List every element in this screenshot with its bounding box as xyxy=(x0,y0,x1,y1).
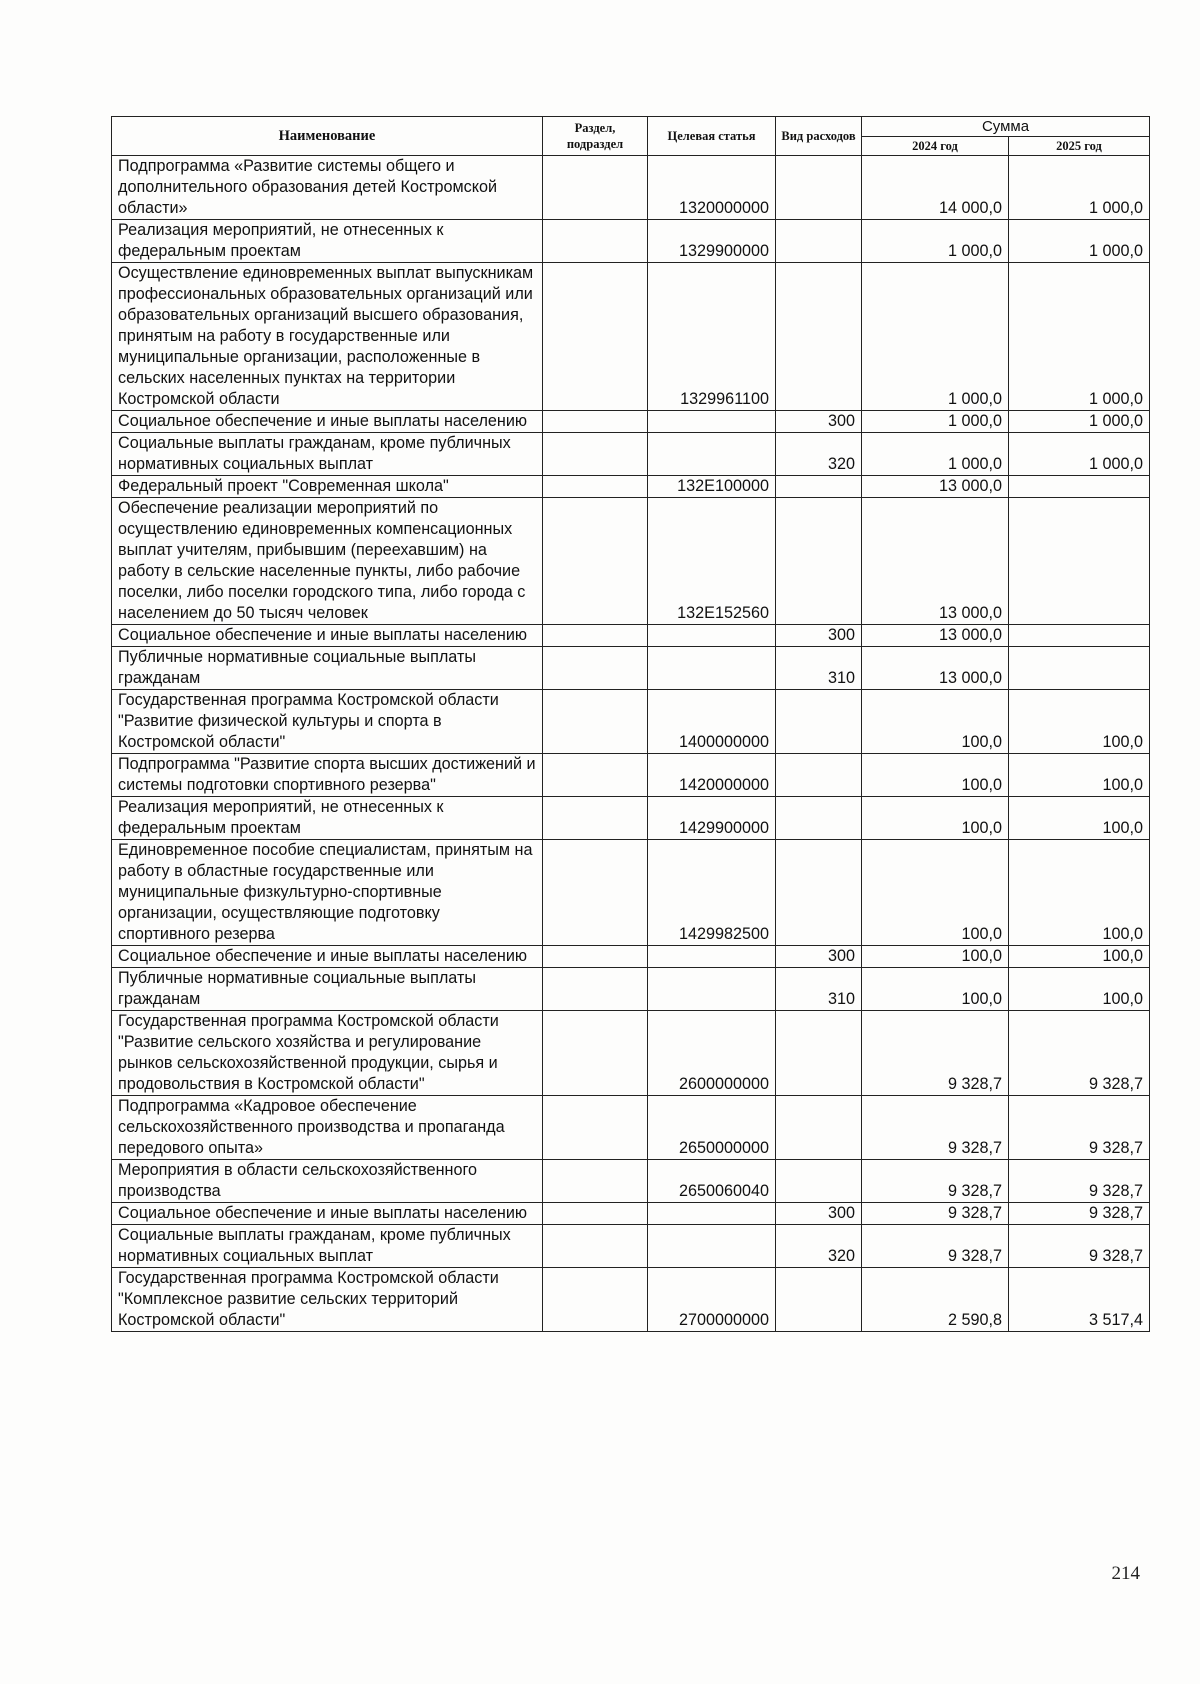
row-sum-2024: 14 000,0 xyxy=(862,156,1009,220)
row-target-code: 1429982500 xyxy=(648,840,776,946)
row-sum-2025: 3 517,4 xyxy=(1009,1268,1150,1332)
table-row xyxy=(112,690,1150,754)
row-sum-2024: 1 000,0 xyxy=(862,411,1009,433)
header-2024: 2024 год xyxy=(862,137,1009,156)
row-sum-2025: 1 000,0 xyxy=(1009,156,1150,220)
row-sum-2024: 1 000,0 xyxy=(862,433,1009,476)
table-row xyxy=(112,1203,1150,1225)
header-row xyxy=(112,117,1150,137)
row-name: Социальные выплаты гражданам, кроме публичных нормативных социальных выплат xyxy=(112,433,543,476)
row-name: Публичные нормативные социальные выплаты гражданам xyxy=(112,968,543,1011)
row-expense-type xyxy=(776,754,862,797)
table-row xyxy=(112,433,1150,476)
row-expense-type xyxy=(776,1160,862,1203)
row-target-code: 2700000000 xyxy=(648,1268,776,1332)
row-section xyxy=(543,840,648,946)
row-sum-2024: 1 000,0 xyxy=(862,263,1009,411)
row-target-code: 1400000000 xyxy=(648,690,776,754)
row-sum-2024: 100,0 xyxy=(862,797,1009,840)
table-row xyxy=(112,797,1150,840)
row-sum-2025: 100,0 xyxy=(1009,754,1150,797)
row-name: Реализация мероприятий, не отнесенных к федеральным проектам xyxy=(112,797,543,840)
page-number: 214 xyxy=(1111,1563,1140,1584)
table-row xyxy=(112,156,1150,220)
row-sum-2025: 9 328,7 xyxy=(1009,1160,1150,1203)
row-expense-type xyxy=(776,797,862,840)
row-expense-type xyxy=(776,840,862,946)
row-name: Реализация мероприятий, не отнесенных к федеральным проектам xyxy=(112,220,543,263)
row-section xyxy=(543,968,648,1011)
row-sum-2024: 100,0 xyxy=(862,968,1009,1011)
row-sum-2024: 2 590,8 xyxy=(862,1268,1009,1332)
table-row xyxy=(112,1225,1150,1268)
row-expense-type: 300 xyxy=(776,625,862,647)
row-section xyxy=(543,797,648,840)
budget-table xyxy=(111,116,1150,1332)
row-sum-2024: 1 000,0 xyxy=(862,220,1009,263)
row-expense-type xyxy=(776,476,862,498)
row-expense-type: 320 xyxy=(776,433,862,476)
row-target-code xyxy=(648,433,776,476)
table-row xyxy=(112,754,1150,797)
row-expense-type xyxy=(776,1011,862,1096)
row-sum-2025: 100,0 xyxy=(1009,797,1150,840)
row-sum-2024: 9 328,7 xyxy=(862,1160,1009,1203)
row-name: Государственная программа Костромской области "Развитие сельского хозяйства и регулирование рынков сельскохозяйственной продукции, сырья и продовольствия в Костромской области" xyxy=(112,1011,543,1096)
table-row xyxy=(112,647,1150,690)
table-body xyxy=(112,156,1150,1332)
row-section xyxy=(543,647,648,690)
row-target-code: 132E100000 xyxy=(648,476,776,498)
row-name: Социальное обеспечение и иные выплаты населению xyxy=(112,411,543,433)
row-sum-2025: 9 328,7 xyxy=(1009,1225,1150,1268)
row-sum-2025 xyxy=(1009,647,1150,690)
table-row xyxy=(112,1011,1150,1096)
row-target-code xyxy=(648,968,776,1011)
row-section xyxy=(543,220,648,263)
row-sum-2025: 100,0 xyxy=(1009,968,1150,1011)
row-sum-2024: 13 000,0 xyxy=(862,647,1009,690)
table-row xyxy=(112,263,1150,411)
row-sum-2024: 9 328,7 xyxy=(862,1096,1009,1160)
row-section xyxy=(543,433,648,476)
row-section xyxy=(543,156,648,220)
row-name: Социальные выплаты гражданам, кроме публичных нормативных социальных выплат xyxy=(112,1225,543,1268)
header-type: Вид расходов xyxy=(776,117,862,156)
row-name: Социальное обеспечение и иные выплаты населению xyxy=(112,1203,543,1225)
row-target-code xyxy=(648,1203,776,1225)
row-name: Подпрограмма «Кадровое обеспечение сельскохозяйственного производства и пропаганда передового опыта» xyxy=(112,1096,543,1160)
row-name: Единовременное пособие специалистам, принятым на работу в областные государственные или муниципальные физкультурно-спортивные организации, осуществляющие подготовку спортивного резерва xyxy=(112,840,543,946)
row-sum-2024: 100,0 xyxy=(862,946,1009,968)
row-sum-2024: 13 000,0 xyxy=(862,625,1009,647)
row-target-code: 2650060040 xyxy=(648,1160,776,1203)
table-row xyxy=(112,498,1150,625)
row-section xyxy=(543,754,648,797)
row-sum-2025 xyxy=(1009,498,1150,625)
row-sum-2025: 100,0 xyxy=(1009,840,1150,946)
row-expense-type xyxy=(776,1268,862,1332)
row-expense-type xyxy=(776,156,862,220)
row-sum-2025 xyxy=(1009,476,1150,498)
row-sum-2025: 1 000,0 xyxy=(1009,220,1150,263)
row-name: Подпрограмма «Развитие системы общего и дополнительного образования детей Костромской области» xyxy=(112,156,543,220)
row-expense-type: 300 xyxy=(776,1203,862,1225)
row-expense-type xyxy=(776,220,862,263)
row-section xyxy=(543,1160,648,1203)
row-section xyxy=(543,1225,648,1268)
row-name: Мероприятия в области сельскохозяйственного производства xyxy=(112,1160,543,1203)
row-name: Государственная программа Костромской области "Комплексное развитие сельских территорий Костромской области" xyxy=(112,1268,543,1332)
row-expense-type xyxy=(776,690,862,754)
row-sum-2024: 9 328,7 xyxy=(862,1011,1009,1096)
row-sum-2024: 13 000,0 xyxy=(862,476,1009,498)
row-sum-2025: 9 328,7 xyxy=(1009,1203,1150,1225)
row-sum-2025: 9 328,7 xyxy=(1009,1011,1150,1096)
row-expense-type xyxy=(776,498,862,625)
table-row xyxy=(112,220,1150,263)
row-section xyxy=(543,1096,648,1160)
row-section xyxy=(543,263,648,411)
row-sum-2024: 9 328,7 xyxy=(862,1203,1009,1225)
row-sum-2025: 100,0 xyxy=(1009,690,1150,754)
row-target-code: 132E152560 xyxy=(648,498,776,625)
row-section xyxy=(543,625,648,647)
row-name: Публичные нормативные социальные выплаты гражданам xyxy=(112,647,543,690)
table-row xyxy=(112,968,1150,1011)
row-expense-type: 300 xyxy=(776,946,862,968)
header-section: Раздел, подраздел xyxy=(543,117,648,156)
header-target: Целевая статья xyxy=(648,117,776,156)
table-row xyxy=(112,411,1150,433)
row-sum-2024: 9 328,7 xyxy=(862,1225,1009,1268)
row-expense-type: 300 xyxy=(776,411,862,433)
row-sum-2025: 9 328,7 xyxy=(1009,1096,1150,1160)
row-target-code: 2600000000 xyxy=(648,1011,776,1096)
row-target-code: 1329900000 xyxy=(648,220,776,263)
row-target-code: 1420000000 xyxy=(648,754,776,797)
row-sum-2025 xyxy=(1009,625,1150,647)
row-name: Обеспечение реализации мероприятий по осуществлению единовременных компенсационных выплат учителям, прибывшим (переехавшим) на работу в сельские населенные пункты, либо рабочие поселки, либо поселки городского типа, либо города с населением до 50 тысяч человек xyxy=(112,498,543,625)
row-expense-type: 310 xyxy=(776,968,862,1011)
header-name: Наименование xyxy=(112,117,543,156)
row-section xyxy=(543,946,648,968)
row-name: Осуществление единовременных выплат выпускникам профессиональных образовательных организаций или образовательных организаций высшего образования, принятым на работу в государственные или муниципальные организации, расположенные в сельских населенных пунктах на территории Костромской области xyxy=(112,263,543,411)
row-name: Социальное обеспечение и иные выплаты населению xyxy=(112,946,543,968)
row-name: Подпрограмма "Развитие спорта высших достижений и системы подготовки спортивного резерва" xyxy=(112,754,543,797)
header-sum: Сумма xyxy=(862,117,1150,137)
row-target-code xyxy=(648,1225,776,1268)
table-row xyxy=(112,1096,1150,1160)
row-target-code xyxy=(648,625,776,647)
row-target-code: 2650000000 xyxy=(648,1096,776,1160)
row-section xyxy=(543,476,648,498)
row-expense-type: 310 xyxy=(776,647,862,690)
row-sum-2024: 100,0 xyxy=(862,754,1009,797)
row-name: Социальное обеспечение и иные выплаты населению xyxy=(112,625,543,647)
table-row xyxy=(112,946,1150,968)
row-target-code xyxy=(648,946,776,968)
table-row xyxy=(112,840,1150,946)
row-sum-2025: 1 000,0 xyxy=(1009,263,1150,411)
row-target-code: 1320000000 xyxy=(648,156,776,220)
row-expense-type: 320 xyxy=(776,1225,862,1268)
row-target-code: 1329961100 xyxy=(648,263,776,411)
row-sum-2024: 100,0 xyxy=(862,840,1009,946)
row-target-code: 1429900000 xyxy=(648,797,776,840)
row-section xyxy=(543,411,648,433)
row-target-code xyxy=(648,647,776,690)
row-section xyxy=(543,498,648,625)
row-expense-type xyxy=(776,263,862,411)
row-expense-type xyxy=(776,1096,862,1160)
table-row xyxy=(112,1160,1150,1203)
row-name: Федеральный проект "Современная школа" xyxy=(112,476,543,498)
table-row xyxy=(112,476,1150,498)
table-row xyxy=(112,1268,1150,1332)
row-sum-2025: 1 000,0 xyxy=(1009,433,1150,476)
row-section xyxy=(543,690,648,754)
row-section xyxy=(543,1011,648,1096)
row-section xyxy=(543,1268,648,1332)
row-section xyxy=(543,1203,648,1225)
row-name: Государственная программа Костромской области "Развитие физической культуры и спорта в Костромской области" xyxy=(112,690,543,754)
row-sum-2025: 100,0 xyxy=(1009,946,1150,968)
row-sum-2024: 13 000,0 xyxy=(862,498,1009,625)
table-row xyxy=(112,625,1150,647)
header-2025: 2025 год xyxy=(1009,137,1150,156)
row-target-code xyxy=(648,411,776,433)
row-sum-2025: 1 000,0 xyxy=(1009,411,1150,433)
row-sum-2024: 100,0 xyxy=(862,690,1009,754)
